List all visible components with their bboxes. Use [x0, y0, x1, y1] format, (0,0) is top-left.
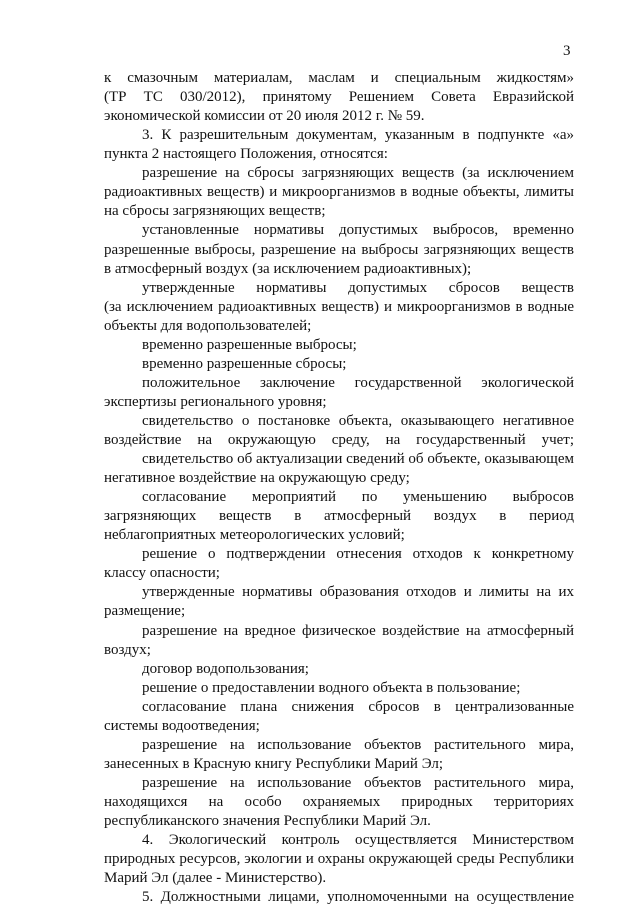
text-line: свидетельство о постановке объекта, оказывающего негативное — [142, 412, 574, 429]
text-line: временно разрешенные выбросы; — [142, 336, 357, 353]
text-line: (ТР ТС 030/2012), принятому Решением Совета Евразийской — [104, 89, 574, 105]
text-line: неблагоприятных метеорологических условий; — [104, 527, 405, 544]
text-line: в атмосферный воздух (за исключением радиоактивных); — [104, 260, 472, 277]
text-line: пункта 2 настоящего Положения, относятся: — [104, 146, 388, 163]
text-line: разрешение на вредное физическое воздействие на атмосферный — [142, 622, 574, 639]
text-line: экспертизы регионального уровня; — [104, 393, 327, 410]
text-line: разрешенные выбросы, разрешение на выбросы загрязняющих веществ — [104, 241, 574, 258]
text-line: разрешение на использование объектов растительного мира, — [142, 736, 574, 753]
text-line: природных ресурсов, экологии и охраны окружающей среды Республики — [104, 851, 574, 868]
text-line: положительное заключение государственной экологической — [142, 374, 574, 391]
text-line: негативное воздействие на окружающую среду; — [104, 470, 410, 487]
text-line: Марий Эл (далее - Министерство). — [104, 870, 327, 887]
page-number: 3 — [563, 43, 571, 59]
text-line: решение о предоставлении водного объекта в пользование; — [142, 679, 521, 696]
text-line: (за исключением радиоактивных веществ) и микроорганизмов в водные — [104, 298, 574, 315]
text-line: согласование плана снижения сбросов в централизованные — [142, 698, 574, 715]
text-line: установленные нормативы допустимых выбросов, временно — [142, 222, 574, 239]
text-line: 3. К разрешительным документам, указанным в подпункте «а» — [142, 127, 574, 144]
text-line: 5. Должностными лицами, уполномоченными на осуществление — [142, 889, 574, 906]
text-line: занесенных в Красную книгу Республики Марий Эл; — [104, 755, 444, 772]
text-line: 4. Экологический контроль осуществляется Министерством — [142, 832, 574, 848]
text-line: к смазочным материалам, маслам и специальным жидкостям» — [104, 70, 574, 86]
text-line: на сбросы загрязняющих веществ; — [104, 203, 326, 220]
text-line: свидетельство об актуализации сведений об объекте, оказывающем — [142, 451, 574, 467]
text-line: экономической комиссии от 20 июля 2012 г. № 59. — [104, 108, 425, 125]
text-line: воздух; — [104, 641, 151, 658]
text-line: утвержденные нормативы допустимых сбросов веществ — [142, 279, 574, 296]
text-line: радиоактивных веществ) и микроорганизмов в водные объекты, лимиты — [104, 184, 574, 201]
text-line: согласование мероприятий по уменьшению выбросов — [142, 489, 574, 506]
text-line: разрешение на использование объектов растительного мира, — [142, 774, 574, 791]
text-line: классу опасности; — [104, 565, 220, 582]
text-line: воздействие на окружающую среду, на государственный учет; — [104, 431, 574, 448]
text-line: находящихся на особо охраняемых природных территориях — [104, 793, 574, 810]
text-line: решение о подтверждении отнесения отходов к конкретному — [142, 546, 574, 563]
text-line: разрешение на сбросы загрязняющих веществ (за исключением — [142, 165, 574, 182]
text-line: объекты для водопользователей; — [104, 317, 312, 334]
text-line: загрязняющих веществ в атмосферный воздух в период — [104, 508, 574, 525]
text-line: республиканского значения Республики Марий Эл. — [104, 813, 431, 829]
text-line: договор водопользования; — [142, 660, 309, 677]
text-line: системы водоотведения; — [104, 717, 260, 734]
text-line: утвержденные нормативы образования отходов и лимиты на их — [142, 584, 574, 601]
text-line: размещение; — [104, 603, 186, 620]
text-line: временно разрешенные сбросы; — [142, 355, 347, 372]
